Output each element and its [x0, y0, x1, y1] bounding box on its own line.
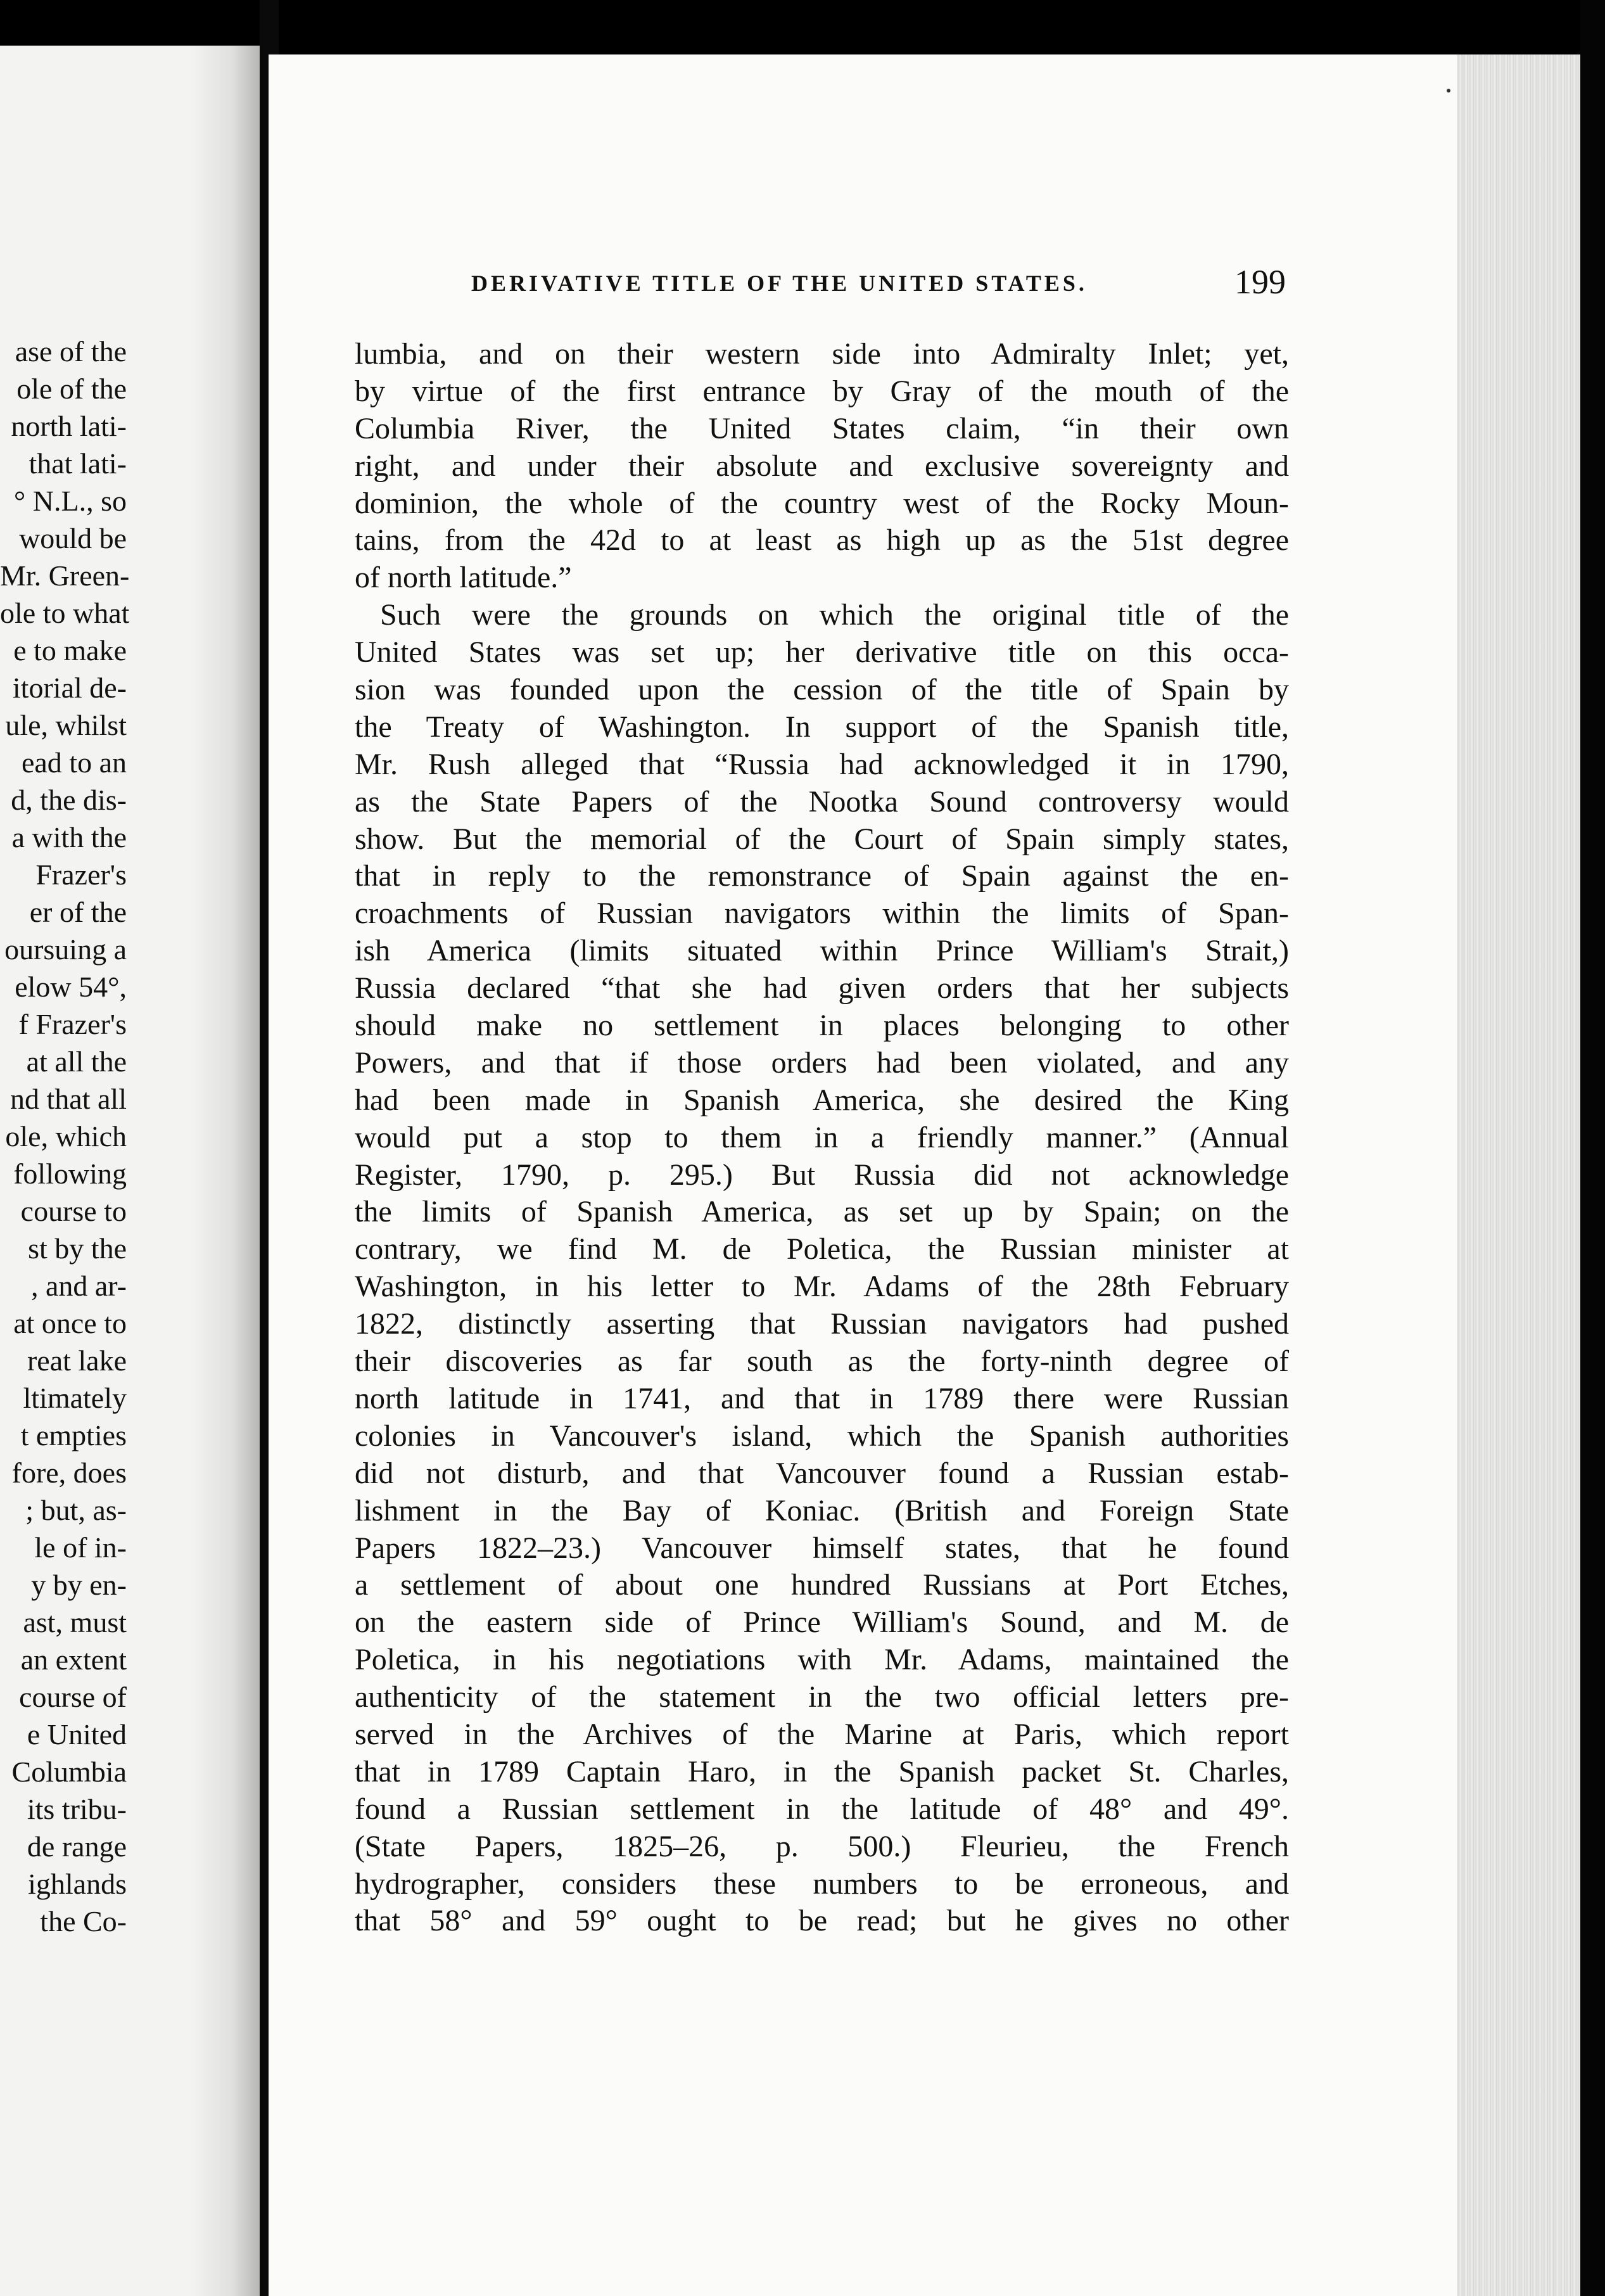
left-fragment-line: , and ar- — [30, 1270, 127, 1302]
left-fragment-line: de range — [27, 1830, 127, 1863]
left-fragment-line: t empties — [20, 1419, 127, 1451]
text-line: Russia declared “that she had given orders that her subjects — [355, 971, 1289, 1005]
text-line: Columbia River, the United States claim, “in their own — [355, 411, 1289, 445]
text-line: right, and under their absolute and exclusive sovereignty and — [355, 449, 1289, 483]
left-fragment-line: ° N.L., so — [13, 485, 127, 517]
text-line: Powers, and that if those orders had been violated, and any — [355, 1045, 1289, 1080]
left-fragment-line: ast, must — [23, 1606, 127, 1638]
left-fragment-line: ead to an — [21, 746, 127, 779]
left-fragment-line: ase of the — [15, 335, 127, 367]
left-fragment-line: course to — [20, 1195, 127, 1227]
page-number: 199 — [1234, 263, 1286, 301]
text-line: did not disturb, and that Vancouver found a Russian estab- — [355, 1456, 1289, 1490]
text-line: tains, from the 42d to at least as high up as the 51st degree — [355, 523, 1289, 558]
text-line: sion was founded upon the cession of the title of Spain by — [355, 673, 1289, 707]
text-line: Mr. Rush alleged that “Russia had acknowledged it in 1790, — [355, 747, 1289, 781]
left-fragment-line: oursuing a — [4, 933, 127, 966]
right-scan-border — [1580, 0, 1605, 2296]
left-fragment-line: the Co- — [40, 1905, 127, 1937]
left-fragment-line: at all the — [26, 1045, 127, 1078]
text-line: Papers 1822–23.) Vancouver himself states, that he found — [355, 1531, 1289, 1565]
left-fragment-line: st by the — [28, 1232, 127, 1265]
left-fragment-line: ule, whilst — [5, 709, 127, 741]
text-line: a settlement of about one hundred Russians at Port Etches, — [355, 1568, 1289, 1602]
left-fragment-line: ; but, as- — [25, 1494, 127, 1526]
left-fragment-line: Mr. Green- — [0, 559, 130, 592]
left-fragment-line: ltimately — [23, 1382, 127, 1414]
body-text — [355, 336, 1289, 1940]
text-line: lishment in the Bay of Koniac. (British and Foreign State — [355, 1493, 1289, 1527]
left-fragment-line: ole of the — [16, 373, 127, 405]
left-fragment-line: would be — [19, 522, 127, 554]
text-line: Washington, in his letter to Mr. Adams of the 28th February — [355, 1270, 1289, 1304]
left-fragment-line: a with the — [11, 821, 127, 853]
text-line: 1822, distinctly asserting that Russian navigators had pushed — [355, 1307, 1289, 1341]
left-page-text-fragments — [0, 333, 130, 1940]
left-fragment-line: following — [13, 1158, 127, 1190]
left-fragment-line: ole, which — [5, 1120, 127, 1152]
left-fragment-line: y by en- — [31, 1569, 127, 1601]
text-line: ish America (limits situated within Prince William's Strait,) — [355, 934, 1289, 968]
text-line: of north latitude.” — [355, 561, 572, 595]
text-line: served in the Archives of the Marine at Paris, which report — [355, 1717, 1289, 1751]
text-line: that in 1789 Captain Haro, in the Spanish packet St. Charles, — [355, 1754, 1289, 1789]
left-fragment-line: its tribu- — [27, 1793, 127, 1825]
page-stack-edge — [1457, 54, 1583, 2296]
left-fragment-line: north lati- — [11, 410, 127, 442]
left-fragment-line: that lati- — [29, 447, 127, 480]
text-line: as the State Papers of the Nootka Sound controversy would — [355, 784, 1289, 819]
text-line: had been made in Spanish America, she desired the King — [355, 1083, 1289, 1117]
left-fragment-line: e United — [27, 1718, 127, 1751]
left-fragment-line: ighlands — [28, 1868, 127, 1900]
text-line: Such were the grounds on which the original title of the — [380, 598, 1289, 632]
left-fragment-line: ole to what — [0, 597, 130, 629]
text-line: by virtue of the first entrance by Gray of the mouth of the — [355, 374, 1289, 408]
left-fragment-line: d, the dis- — [11, 784, 127, 816]
left-fragment-line: nd that all — [10, 1083, 127, 1115]
text-line: north latitude in 1741, and that in 1789 there were Russian — [355, 1381, 1289, 1415]
left-fragment-line: course of — [19, 1681, 127, 1713]
text-line: Poletica, in his negotiations with Mr. Adams, maintained the — [355, 1643, 1289, 1677]
left-fragment-line: reat lake — [27, 1344, 127, 1377]
left-fragment-line: itorial de- — [12, 672, 127, 704]
text-line: authenticity of the statement in the two official letters pre- — [355, 1680, 1289, 1714]
left-fragment-line: Frazer's — [35, 858, 127, 891]
left-fragment-line: elow 54°, — [15, 971, 127, 1003]
left-fragment-line: at once to — [13, 1307, 127, 1339]
text-line: the Treaty of Washington. In support of the Spanish title, — [355, 710, 1289, 744]
page-header — [471, 263, 1295, 304]
text-line: on the eastern side of Prince William's Sound, and M. de — [355, 1605, 1289, 1640]
text-line: found a Russian settlement in the latitude of 48° and 49°. — [355, 1792, 1289, 1826]
text-line: croachments of Russian navigators within the limits of Span- — [355, 896, 1289, 931]
left-fragment-line: fore, does — [11, 1457, 127, 1489]
text-line: United States was set up; her derivative title on this occa- — [355, 635, 1289, 670]
text-line: should make no settlement in places belonging to other — [355, 1009, 1289, 1043]
text-line: (State Papers, 1825–26, p. 500.) Fleurieu, the French — [355, 1829, 1289, 1863]
running-head: DERIVATIVE TITLE OF THE UNITED STATES. — [471, 271, 1088, 296]
text-line: lumbia, and on their western side into Admiralty Inlet; yet, — [355, 337, 1289, 371]
left-page-binding-shadow — [190, 46, 260, 2296]
text-line: the limits of Spanish America, as set up by Spain; on the — [355, 1195, 1289, 1229]
left-fragment-line: Columbia — [11, 1756, 127, 1788]
left-fragment-line: f Frazer's — [18, 1008, 127, 1040]
text-line: that 58° and 59° ought to be read; but he gives no other — [355, 1904, 1289, 1938]
left-facing-page — [0, 46, 260, 2296]
left-fragment-line: e to make — [13, 634, 127, 666]
left-fragment-line: le of in- — [34, 1531, 127, 1564]
text-line: would put a stop to them in a friendly manner.” (Annual — [355, 1120, 1289, 1154]
text-line: that in reply to the remonstrance of Spain against the en- — [355, 859, 1289, 893]
text-line: show. But the memorial of the Court of Spain simply states, — [355, 822, 1289, 856]
text-line: contrary, we find M. de Poletica, the Russian minister at — [355, 1232, 1289, 1266]
text-line: dominion, the whole of the country west of the Rocky Moun- — [355, 486, 1289, 520]
text-line: their discoveries as far south as the forty-ninth degree of — [355, 1344, 1289, 1379]
text-line: hydrographer, considers these numbers to be erroneous, and — [355, 1866, 1289, 1901]
text-line: colonies in Vancouver's island, which the Spanish authorities — [355, 1419, 1289, 1453]
left-fragment-line: an extent — [20, 1643, 127, 1676]
left-fragment-line: er of the — [29, 896, 127, 928]
scan-speck — [1447, 89, 1450, 92]
text-line: Register, 1790, p. 295.) But Russia did not acknowledge — [355, 1158, 1289, 1192]
